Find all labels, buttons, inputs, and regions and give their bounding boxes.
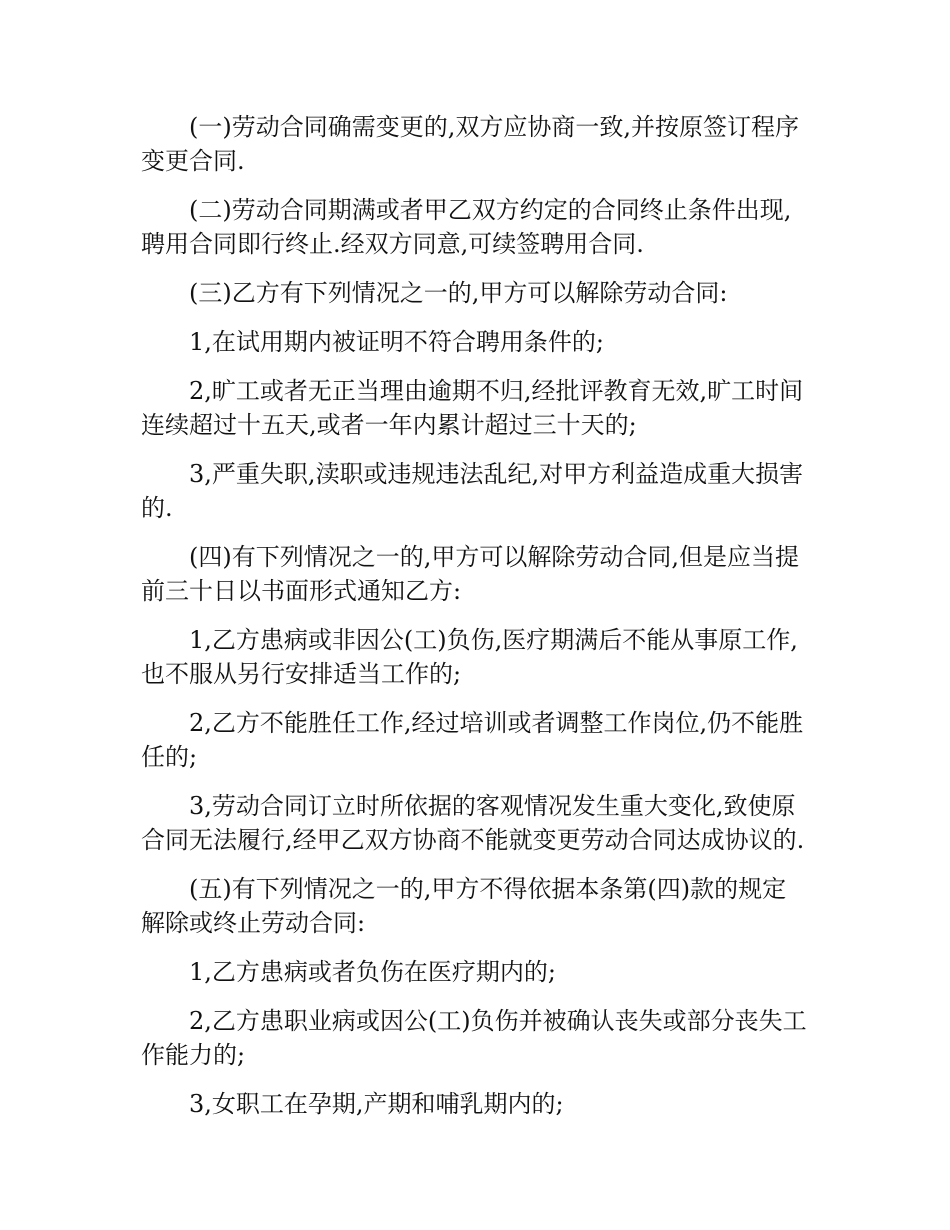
- paragraph-clause-5: (五)有下列情况之一的,甲方不得依据本条第(四)款的规定解除或终止劳动合同:: [141, 875, 787, 937]
- paragraph-clause-4: (四)有下列情况之一的,甲方可以解除劳动合同,但是应当提前三十日以书面形式通知乙方:: [141, 543, 799, 605]
- paragraph-item-3-3: 3,严重失职,渎职或违规违法乱纪,对甲方利益造成重大损害的.: [141, 460, 804, 522]
- paragraph-item-3-1: 1,在试用期内被证明不符合聘用条件的;: [189, 328, 604, 356]
- paragraph-item-4-3: 3,劳动合同订立时所依据的客观情况发生重大变化,致使原合同无法履行,经甲乙双方协商不能就变更劳动合同达成协议的.: [141, 792, 805, 854]
- paragraph-item-5-1: 1,乙方患病或者负伤在医疗期内的;: [189, 958, 556, 986]
- paragraph-item-5-3: 3,女职工在孕期,产期和哺乳期内的;: [189, 1090, 564, 1118]
- paragraph-item-3-2: 2,旷工或者无正当理由逾期不归,经批评教育无效,旷工时间连续超过十五天,或者一年内累计超过三十天的;: [141, 377, 804, 439]
- paragraph-item-4-2: 2,乙方不能胜任工作,经过培训或者调整工作岗位,仍不能胜任的;: [141, 709, 804, 771]
- paragraph-clause-1: (一)劳动合同确需变更的,双方应协商一致,并按原签订程序变更合同.: [141, 113, 799, 175]
- paragraph-item-5-2: 2,乙方患职业病或因公(工)负伤并被确认丧失或部分丧失工作能力的;: [141, 1007, 807, 1069]
- paragraph-item-4-1: 1,乙方患病或非因公(工)负伤,医疗期满后不能从事原工作,也不服从另行安排适当工作的;: [141, 626, 798, 688]
- paragraph-clause-2: (二)劳动合同期满或者甲乙双方约定的合同终止条件出现,聘用合同即行终止.经双方同意,可续签聘用合同.: [141, 196, 792, 258]
- document-body: [141, 110, 809, 1136]
- paragraph-clause-3: (三)乙方有下列情况之一的,甲方可以解除劳动合同:: [189, 279, 728, 307]
